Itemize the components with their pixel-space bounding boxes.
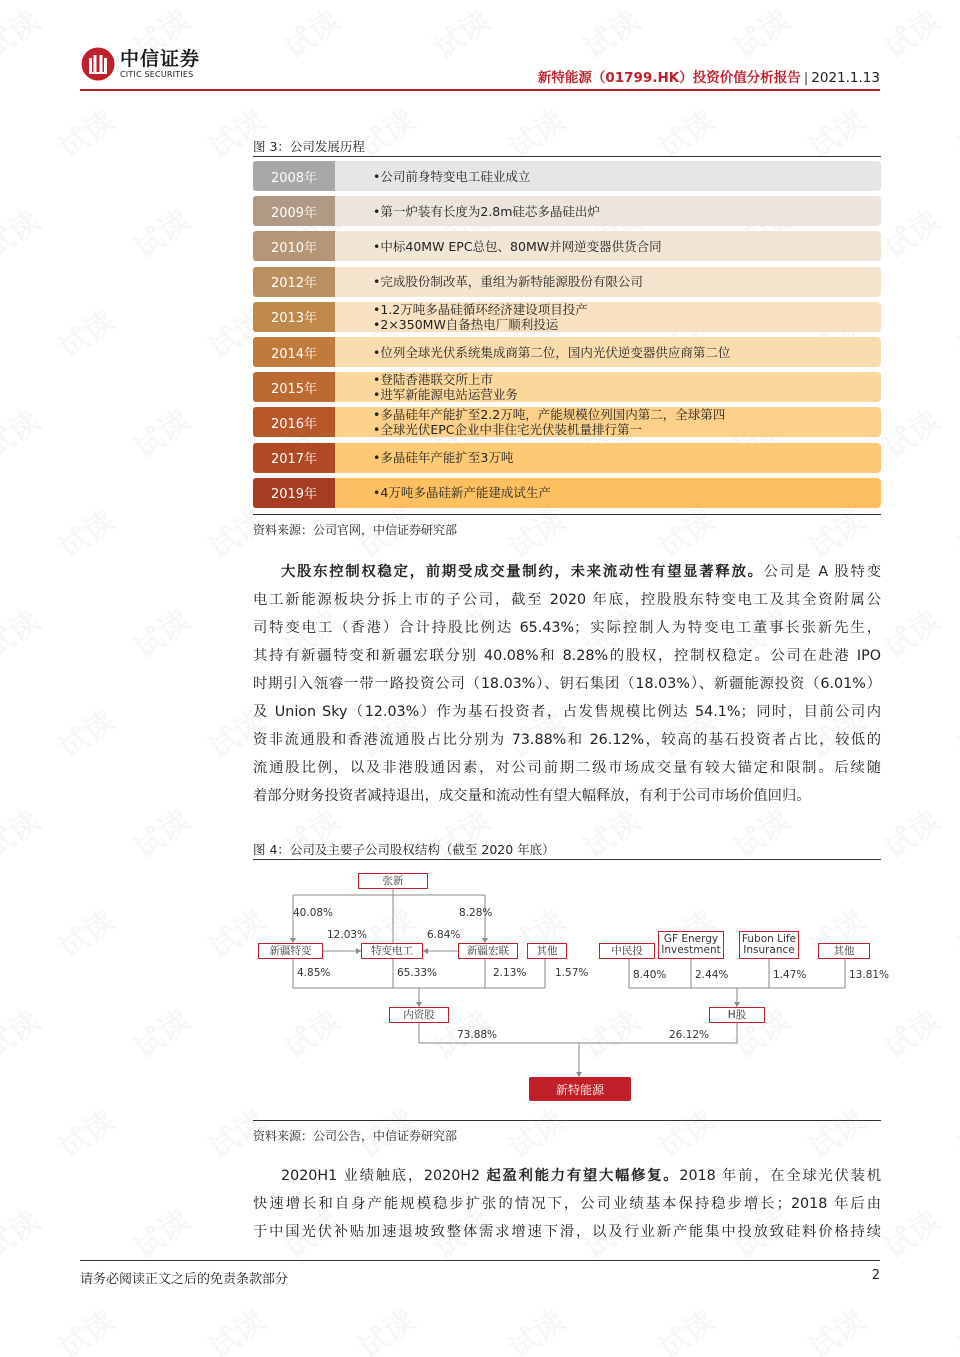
timeline-events [373,231,662,261]
timeline-year: 2013年 [253,302,335,332]
timeline-event: •完成股份制改革，重组为新特能源股份有限公司 [373,274,643,290]
header-report-info [538,66,880,86]
footer-divider [80,1260,880,1261]
performance-paragraph [253,1162,881,1246]
timeline-events [373,337,730,367]
pct-tb-dom: 65.33% [397,967,438,979]
paragraph-text: 资非流通股和香港流通股占比分别为 73.88%和 26.12%，较高的基石投资者占比，较低的 [253,732,881,748]
timeline-year: 2012年 [253,267,335,297]
header-divider [80,89,880,91]
timeline-year: 2015年 [253,372,335,402]
timeline-events [373,478,551,508]
pct-zx-xjtb: 40.08% [293,907,334,919]
timeline-events [373,372,518,402]
timeline-events [373,302,588,332]
box-xinjiang-tebian: 新疆特变 [258,943,323,959]
box-xinjiang-honglian: 新疆宏联 [458,943,518,959]
figure3-caption: 图 3：公司发展历程 [253,139,365,154]
pct-otherr-h: 13.81% [849,969,890,981]
paragraph-line [253,698,881,726]
timeline-row [253,231,881,261]
figure3-top-rule [253,156,881,157]
timeline-event: •多晶硅年产能扩至3万吨 [373,450,514,466]
pct-h-final: 26.12% [669,1029,710,1041]
paragraph-line [253,726,881,754]
paragraph-text: 着部分财务投资者减持退出，成交量和流动性有望大幅释放，有利于公司市场价值回归。 [253,788,811,804]
gf-line2: Investment [661,944,721,956]
paragraph-line [253,586,881,614]
timeline-events [373,196,600,226]
timeline-year: 2017年 [253,443,335,473]
citic-logo-icon [80,46,116,82]
paragraph-line [253,614,881,642]
paragraph-text: 时期引入瓴睿一带一路投资公司（18.03%）、钥石集团（18.03%）、新疆能源投资（6.01%） [253,676,881,692]
figure4-source: 资料来源：公司公告，中信证券研究部 [253,1129,458,1143]
figure3-bottom-rule [253,514,881,515]
page-number: 2 [871,1268,880,1283]
timeline-row [253,302,881,332]
timeline-events [373,267,643,297]
report-title: 新特能源（01799.HK）投资价值分析报告 [537,70,801,86]
timeline-event: •位列全球光伏系统集成商第二位，国内光伏逆变器供应商第二位 [373,344,731,360]
paragraph-text: 公司是 A 股特变 [763,564,882,580]
pct-gf-h: 2.44% [695,969,729,981]
timeline-row [253,372,881,402]
pct-dom-final: 73.88% [457,1029,498,1041]
box-zhang-xin: 张新 [358,873,428,889]
citic-logo [80,46,200,82]
timeline-event: •全球光伏EPC企业中非住宅光伏装机量排行第一 [373,422,643,438]
timeline-events [373,161,530,191]
pct-other-dom: 1.57% [555,967,589,979]
timeline-event: •2×350MW自备热电厂顺利投运 [373,316,559,332]
paragraph-text: 快速增长和自身产能规模稳步扩张的情况下，公司业绩基本保持稳步增长；2018 年后由 [253,1196,881,1212]
timeline-year: 2014年 [253,337,335,367]
box-other-right: 其他 [818,943,870,959]
timeline-row [253,407,881,437]
timeline-event: •1.2万吨多晶硅循环经济建设项目投产 [373,301,588,317]
timeline-event: •4万吨多晶硅新产能建成试生产 [373,485,551,501]
paragraph-text: 流通股比例，以及非港股通因素，对公司前期二级市场成交量有较大锚定和限制。后续随 [253,760,881,776]
timeline-year: 2019年 [253,478,335,508]
paragraph-text: 于中国光伏补贴加速退坡致整体需求增速下滑，以及行业新产能集中投放致硅料价格持续 [253,1224,881,1240]
figure4-top-rule [253,859,881,860]
figure3-source: 资料来源：公司官网，中信证券研究部 [253,523,458,537]
timeline-row [253,443,881,473]
box-gf-energy [658,931,724,959]
pct-zx-xjhl: 8.28% [459,907,493,919]
paragraph-lead-bold: 大股东控制权稳定，前期受成交量制约，未来流动性有望显著释放。 [281,564,764,580]
timeline-events [373,407,725,437]
paragraph-line [253,670,881,698]
box-other-left: 其他 [527,943,567,959]
paragraph-line [253,782,881,810]
header-separator: | [803,70,809,86]
pct-zmt-h: 8.40% [633,969,667,981]
box-fubon-life [739,931,799,959]
paragraph-line [253,642,881,670]
timeline-event: •进军新能源电站运营业务 [373,387,518,403]
paragraph-line [253,558,881,586]
pct-xjhl-tb: 6.84% [427,929,461,941]
pct-xjhl-dom: 2.13% [493,967,527,979]
fubon-line1: Fubon Life [741,933,797,945]
timeline-event: •登陆香港联交所上市 [373,372,493,388]
timeline-row [253,267,881,297]
page-header [80,46,880,92]
footer-disclaimer: 请务必阅读正文之后的免责条款部分 [80,1272,289,1287]
box-h-shares: H股 [709,1007,765,1023]
paragraph-text: 电工新能源板块分拆上市的子公司，截至 2020 年底，控股股东特变电工及其全资附属公 [253,592,881,608]
paragraph-text: 2018 年前，在全球光伏装机 [679,1168,881,1184]
paragraph-lead-bold: 起盈利能力有望大幅修复。 [486,1168,680,1184]
timeline-event: •多晶硅年产能扩至2.2万吨，产能规模位列国内第二，全球第四 [373,407,726,423]
fubon-line2: Insurance [743,944,795,956]
paragraph-text: 其持有新疆特变和新疆宏联分别 40.08%和 8.28%的股权，控制权稳定。公司在赴港 IPO [253,648,881,664]
timeline-event: •中标40MW EPC总包、80MW并网逆变器供货合同 [373,238,662,254]
paragraph-line [253,1190,881,1218]
box-xinte-energy: 新特能源 [529,1077,631,1101]
logo-english-name: CITIC SECURITIES [120,70,194,79]
paragraph-line [253,754,881,782]
report-date: 2021.1.13 [811,70,880,86]
logo-chinese-name: 中信证券 [120,48,201,70]
paragraph-line [253,1218,881,1246]
timeline-year: 2016年 [253,407,335,437]
gf-line1: GF Energy [663,933,719,945]
timeline-year: 2009年 [253,196,335,226]
timeline-row [253,161,881,191]
paragraph-pre: 2020H1 业绩触底，2020H2 [281,1168,487,1184]
timeline-year: 2008年 [253,161,335,191]
timeline-event: •公司前身特变电工硅业成立 [373,168,531,184]
figure4-bottom-rule [253,1120,881,1121]
paragraph-text: 司特变电工（香港）合计持股比例达 65.43%；实际控制人为特变电工董事长张新先生， [253,620,881,636]
box-tbea: 特变电工 [361,943,423,959]
timeline-row [253,196,881,226]
box-zhongmintou: 中民投 [599,943,655,959]
timeline-events [373,443,513,473]
figure4-caption: 图 4：公司及主要子公司股权结构（截至 2020 年底） [253,842,555,857]
timeline-row [253,337,881,367]
shareholder-paragraph [253,558,881,810]
pct-fubon-h: 1.47% [773,969,807,981]
paragraph-text: 及 Union Sky（12.03%）作为基石投资者，占发售规模比例达 54.1%；同时，目前公司内 [253,704,881,720]
paragraph-line [253,1162,881,1190]
timeline-row [253,478,881,508]
timeline-year: 2010年 [253,231,335,261]
box-domestic-shares: 内资股 [389,1007,449,1023]
pct-xjtb-dom: 4.85% [297,967,331,979]
timeline-event: •第一炉装有长度为2.8m硅芯多晶硅出炉 [373,203,600,219]
ownership-structure-chart [253,865,890,1115]
pct-xjtb-tb: 12.03% [327,929,368,941]
